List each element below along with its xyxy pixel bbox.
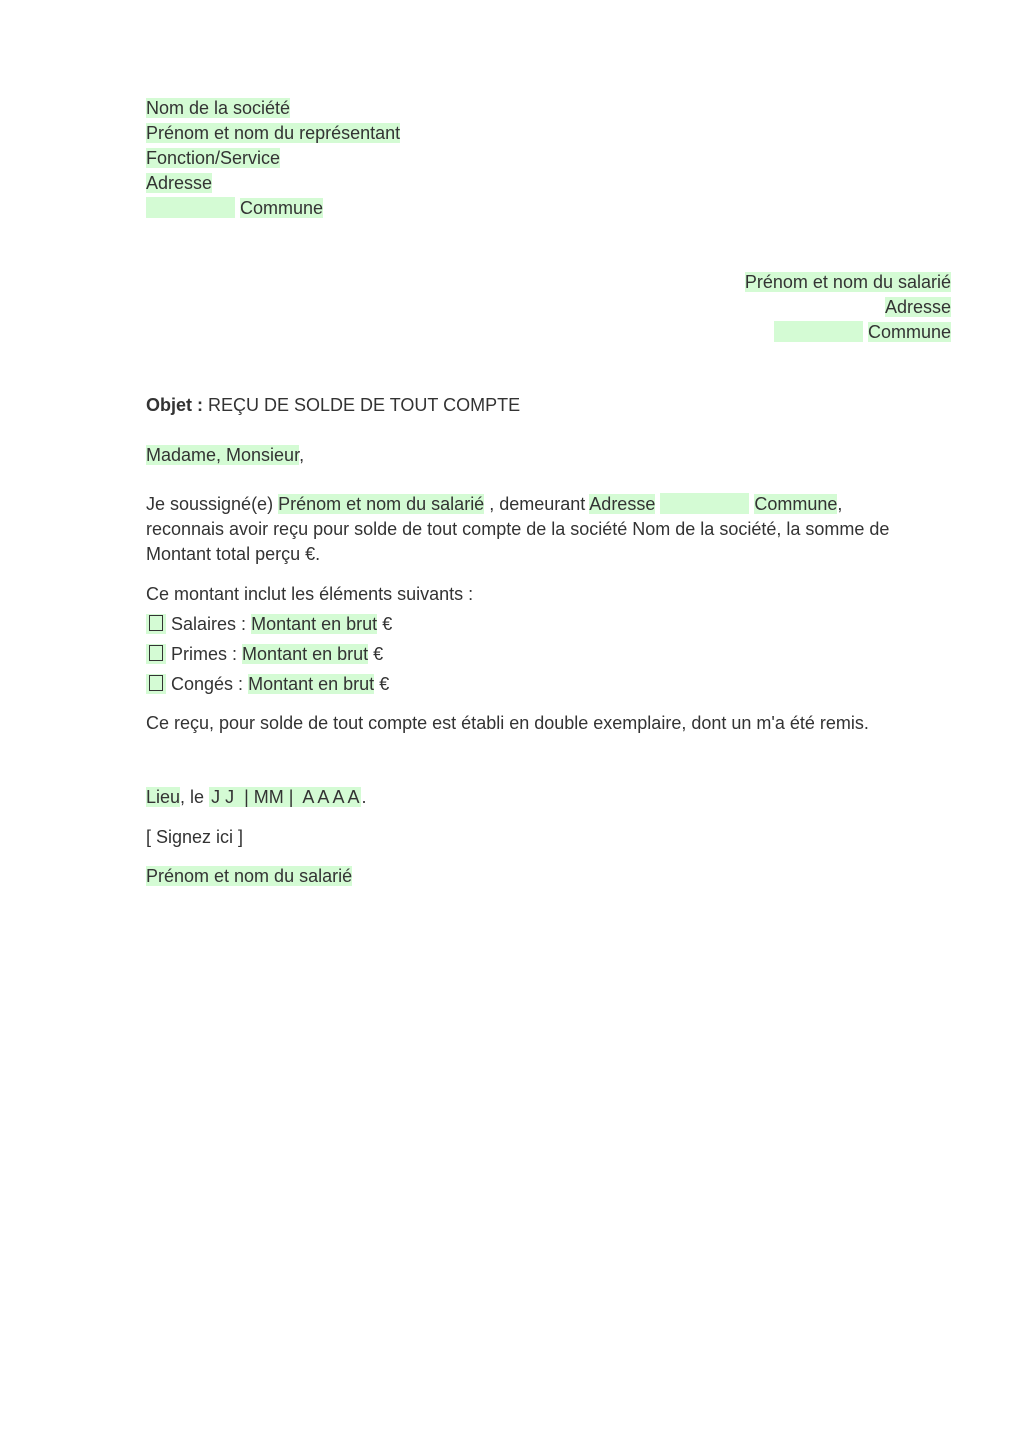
item-conges-checkbox[interactable] xyxy=(146,674,166,694)
signature-date[interactable]: J J | MM | A A A A xyxy=(211,787,360,807)
sender-commune-line xyxy=(146,196,323,221)
signature-sign-here[interactable]: [ Signez ici ] xyxy=(146,827,244,847)
item-primes xyxy=(146,642,383,667)
body-received-text: reconnais avoir reçu pour solde de tout compte de la société Nom de la société, la somme de Montant total perçu €. xyxy=(146,519,890,564)
body-demeurant: , demeurant xyxy=(489,494,586,514)
item-currency: € xyxy=(373,644,384,664)
subject-text: REÇU DE SOLDE DE TOUT COMPTE xyxy=(208,395,521,415)
body-address[interactable]: Adresse xyxy=(589,494,656,514)
item-currency: € xyxy=(379,674,390,694)
item-salaires-checkbox[interactable] xyxy=(146,614,166,634)
sender-representative-line xyxy=(146,121,400,146)
item-label: Primes : xyxy=(171,644,238,664)
body-includes-text: Ce montant inclut les éléments suivants : xyxy=(146,584,474,604)
sender-function[interactable]: Fonction/Service xyxy=(146,148,281,168)
body-employee-name[interactable]: Prénom et nom du salarié xyxy=(278,494,485,514)
sender-address[interactable]: Adresse xyxy=(146,173,213,193)
sender-postal-code-field[interactable] xyxy=(146,197,235,218)
body-comma: , xyxy=(837,494,843,514)
body-commune[interactable]: Commune xyxy=(754,494,838,514)
recipient-name-line xyxy=(745,270,951,295)
checkbox-icon xyxy=(149,615,163,631)
item-currency: € xyxy=(382,614,393,634)
salutation-punct: , xyxy=(299,445,305,465)
signature-name-line xyxy=(146,864,352,889)
recipient-address-line xyxy=(885,295,951,320)
sender-company-line xyxy=(146,96,290,121)
body-intro-line xyxy=(146,492,842,517)
recipient-address[interactable]: Adresse xyxy=(884,297,951,317)
subject-label: Objet : xyxy=(146,395,203,415)
salutation[interactable]: Madame, Monsieur xyxy=(146,445,300,465)
recipient-commune-line xyxy=(774,320,951,345)
item-amount[interactable]: Montant en brut xyxy=(248,674,375,694)
item-salaires xyxy=(146,612,392,637)
sender-function-line xyxy=(146,146,280,171)
body-closing-text: Ce reçu, pour solde de tout compte est établi en double exemplaire, dont un m'a été remis. xyxy=(146,713,869,733)
item-amount[interactable]: Montant en brut xyxy=(242,644,369,664)
body-intro-prefix: Je soussigné(e) xyxy=(146,494,274,514)
recipient-name[interactable]: Prénom et nom du salarié xyxy=(744,272,951,292)
checkbox-icon xyxy=(149,645,163,661)
recipient-commune[interactable]: Commune xyxy=(867,322,951,342)
item-amount[interactable]: Montant en brut xyxy=(251,614,378,634)
signature-date-line xyxy=(146,785,367,810)
sender-address-line xyxy=(146,171,212,196)
item-primes-checkbox[interactable] xyxy=(146,644,166,664)
signature-name[interactable]: Prénom et nom du salarié xyxy=(146,866,353,886)
recipient-postal-code-field[interactable] xyxy=(774,321,863,342)
item-conges xyxy=(146,672,389,697)
checkbox-icon xyxy=(149,675,163,691)
signature-period: . xyxy=(361,787,367,807)
salutation-line xyxy=(146,443,304,468)
sender-representative[interactable]: Prénom et nom du représentant xyxy=(146,123,401,143)
letter-page xyxy=(146,0,951,1448)
signature-le: , le xyxy=(180,787,205,807)
body-postal-code-field[interactable] xyxy=(660,493,749,514)
sender-company[interactable]: Nom de la société xyxy=(146,98,291,118)
item-label: Salaires : xyxy=(171,614,247,634)
sender-commune[interactable]: Commune xyxy=(240,198,324,218)
subject-line xyxy=(146,393,520,418)
item-label: Congés : xyxy=(171,674,244,694)
signature-place[interactable]: Lieu xyxy=(146,787,181,807)
